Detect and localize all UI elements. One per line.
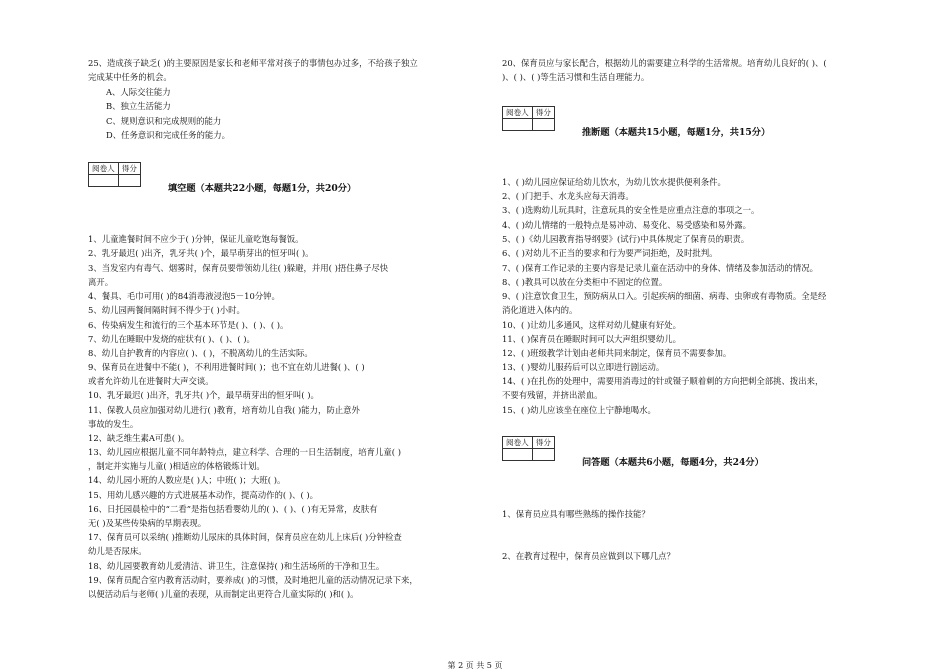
fill-line: 1、儿童進餐时间不应少于( )分钟，保证儿童吃饱每餐饭。 bbox=[88, 234, 304, 244]
fill-line: 事故的发生。 bbox=[88, 419, 139, 429]
q25-option-b: B、独立生活能力 bbox=[106, 101, 171, 111]
judge-section-header bbox=[502, 106, 771, 140]
judge-line: 4、( )幼儿情绪的一般特点是易冲动、易变化、易受感染和易外露。 bbox=[502, 220, 752, 230]
score-cell[interactable] bbox=[532, 119, 554, 131]
fill-line: 13、幼儿园应根据儿童不同年龄特点，建立科学、合理的一日生活制度，培育儿童( ) bbox=[88, 447, 401, 457]
q20-line-2: )、( )、( )等生活习惯和生活自理能力。 bbox=[502, 72, 650, 82]
score-box bbox=[502, 436, 555, 461]
fill-line: 6、传染病发生和流行的三个基本环节是( )、( )、( )。 bbox=[88, 320, 289, 330]
score-label: 得分 bbox=[532, 437, 554, 449]
judge-line: 15、( )幼儿应该坐在座位上宁静地喝水。 bbox=[502, 405, 656, 415]
judge-line: 11、( )保育员在睡眠时间可以大声组织婴幼儿。 bbox=[502, 334, 681, 344]
q20-line-1: 20、保育员应与家长配合，根据幼儿的需要建立科学的生活常规。培育幼儿良好的( )、( bbox=[502, 58, 827, 68]
fill-line: 2、乳牙最迟( )出齐，乳牙共( )个，最早萌芽出的恒牙叫( )。 bbox=[88, 248, 314, 258]
grader-cell[interactable] bbox=[503, 119, 533, 131]
judge-line: 5、( )《幼儿园教育指导纲要》(试行)中具体规定了保育员的职责。 bbox=[502, 234, 750, 244]
qa-section-header bbox=[502, 436, 762, 470]
fill-line: 以便活动后与老师( )儿童的表现，从而制定出更符合儿童实际的( )和( )。 bbox=[88, 589, 359, 599]
fill-line: 16、日托园晨检中的“二看”是指包括看婴幼儿的( )、( )、( )有无异常，皮肤有 bbox=[88, 504, 378, 514]
score-label: 得分 bbox=[532, 107, 554, 119]
grader-label: 阅卷人 bbox=[503, 107, 533, 119]
judge-line: 10、( )让幼儿多通风，这样对幼儿健康有好处。 bbox=[502, 320, 681, 330]
fill-line: 17、保育员可以采纳( )推断幼儿尿床的具体时间，保育员应在幼儿上床后( )分钟检查 bbox=[88, 532, 402, 542]
fill-line: 无( )及某些传染病的早期表现。 bbox=[88, 518, 207, 528]
score-label: 得分 bbox=[118, 163, 140, 175]
q25-line-2: 完成某中任务的机会。 bbox=[88, 72, 172, 82]
judge-line: 1、( )幼儿园应保证给幼儿饮水，为幼儿饮水提供便利条件。 bbox=[502, 177, 726, 187]
qa-question-1: 1、保育员应具有哪些熟练的操作技能？ bbox=[502, 509, 650, 519]
fill-line: 或者允许幼儿在进餐时大声交谈。 bbox=[88, 376, 214, 386]
fill-line: 3、当发室内有毒气、烟雾时，保育员要带领幼儿往( )躲避，并用( )捂住鼻子尽快 bbox=[88, 263, 389, 273]
judge-section-title: 推断题（本题共15小题，每题1分，共15分） bbox=[582, 127, 771, 138]
q25-option-c: C、规则意识和完成规则的能力 bbox=[106, 116, 222, 126]
fill-line: 18、幼儿园要教育幼儿爱清洁、讲卫生，注意保持( )和生活场所的干净和卫生。 bbox=[88, 561, 385, 571]
judge-line: 2、( )门把手、水龙头应每天消毒。 bbox=[502, 191, 634, 201]
grader-cell[interactable] bbox=[89, 175, 119, 187]
score-box bbox=[88, 162, 141, 187]
fill-line: 14、幼儿园小班的人数应是( )人；中班( )；大班( )。 bbox=[88, 475, 286, 485]
fill-line: 10、乳牙最迟( )出齐，乳牙共( )个，最早萌芽出的恒牙叫( )。 bbox=[88, 390, 319, 400]
judge-line: 12、( )班级教学计划由老师共同来制定，保育员不需要参加。 bbox=[502, 348, 732, 358]
q25-line-1: 25、造成孩子缺乏( )的主要原因是家长和老师平常对孩子的事情包办过多，不给孩子独立 bbox=[88, 58, 418, 68]
fill-line: 8、幼儿自护教育的内容应( )、( )，不脱离幼儿的生活实际。 bbox=[88, 348, 313, 358]
q25-option-d: D、任务意识和完成任务的能力。 bbox=[106, 130, 230, 140]
score-box bbox=[502, 106, 555, 131]
judge-line: 9、( )注意饮食卫生，预防病从口入。引起疾病的细菌、病毒、虫卵或有毒物质。全是经 bbox=[502, 291, 827, 301]
judge-line: 8、( )教具可以放在分类柜中不固定的位置。 bbox=[502, 277, 668, 287]
judge-line: 消化道进入体内的。 bbox=[502, 305, 578, 315]
fill-line: 11、保教人员应加强对幼儿进行( )教育，培育幼儿自我( )能力，防止意外 bbox=[88, 405, 360, 415]
q25-option-a: A、人际交往能力 bbox=[106, 87, 171, 97]
fill-line: ，制定并实施与儿童( )相适应的体格锻炼计划。 bbox=[88, 461, 265, 471]
fill-line: 15、用幼儿感兴趣的方式进展基本动作，提高动作的( )、( )。 bbox=[88, 490, 319, 500]
grader-label: 阅卷人 bbox=[89, 163, 119, 175]
qa-question-2: 2、在教育过程中，保育员应做到以下哪几点？ bbox=[502, 551, 675, 561]
fill-line: 5、幼儿园两餐间隔时间不得少于( )小时。 bbox=[88, 305, 245, 315]
score-cell[interactable] bbox=[118, 175, 140, 187]
judge-line: 13、( )婴幼儿服药后可以立即进行剧运动。 bbox=[502, 362, 665, 372]
fill-line: 19、保育员配合室内教育活动时，要养成( )的习惯，及时地把儿童的活动情况记录下来， bbox=[88, 575, 418, 585]
fill-section-header bbox=[88, 162, 357, 196]
judge-line: 3、( )选购幼儿玩具时，注意玩具的安全性是应重点注意的事项之一。 bbox=[502, 205, 760, 215]
judge-line: 14、( )在扎伤的处理中，需要用消毒过的针或镊子顺着刺的方向把刺全部挑、拨出来， bbox=[502, 376, 824, 386]
fill-line: 幼儿是否尿床。 bbox=[88, 546, 147, 556]
judge-line: 不要有残留，并挤出淤血。 bbox=[502, 390, 603, 400]
page-number-footer: 第 2 页 共 5 页 bbox=[447, 661, 503, 670]
qa-section-title: 问答题（本题共6小题，每题4分，共24分） bbox=[582, 457, 764, 468]
grader-label: 阅卷人 bbox=[503, 437, 533, 449]
fill-section-title: 填空题（本题共22小题，每题1分，共20分） bbox=[168, 183, 357, 194]
judge-line: 7、( )保育工作记录的主要内容是记录儿童在活动中的身体、情绪及参加活动的情况。 bbox=[502, 263, 819, 273]
fill-line: 12、缺乏维生素A可患( )。 bbox=[88, 433, 190, 443]
judge-line: 6、( )对幼儿不正当的要求和行为要严词拒绝，及时批判。 bbox=[502, 248, 718, 258]
fill-line: 7、幼儿在睡眠中发烧的症状有( )、( )、( )。 bbox=[88, 334, 255, 344]
score-cell[interactable] bbox=[532, 449, 554, 461]
fill-line: 9、保育员在进餐中不能( )，不利用进餐时间( )；也不宜在幼儿进餐( )、( ) bbox=[88, 362, 365, 372]
fill-line: 4、餐具、毛巾可用( )的84消毒液浸泡5－10分钟。 bbox=[88, 291, 280, 301]
fill-line: 离开。 bbox=[88, 277, 114, 287]
grader-cell[interactable] bbox=[503, 449, 533, 461]
